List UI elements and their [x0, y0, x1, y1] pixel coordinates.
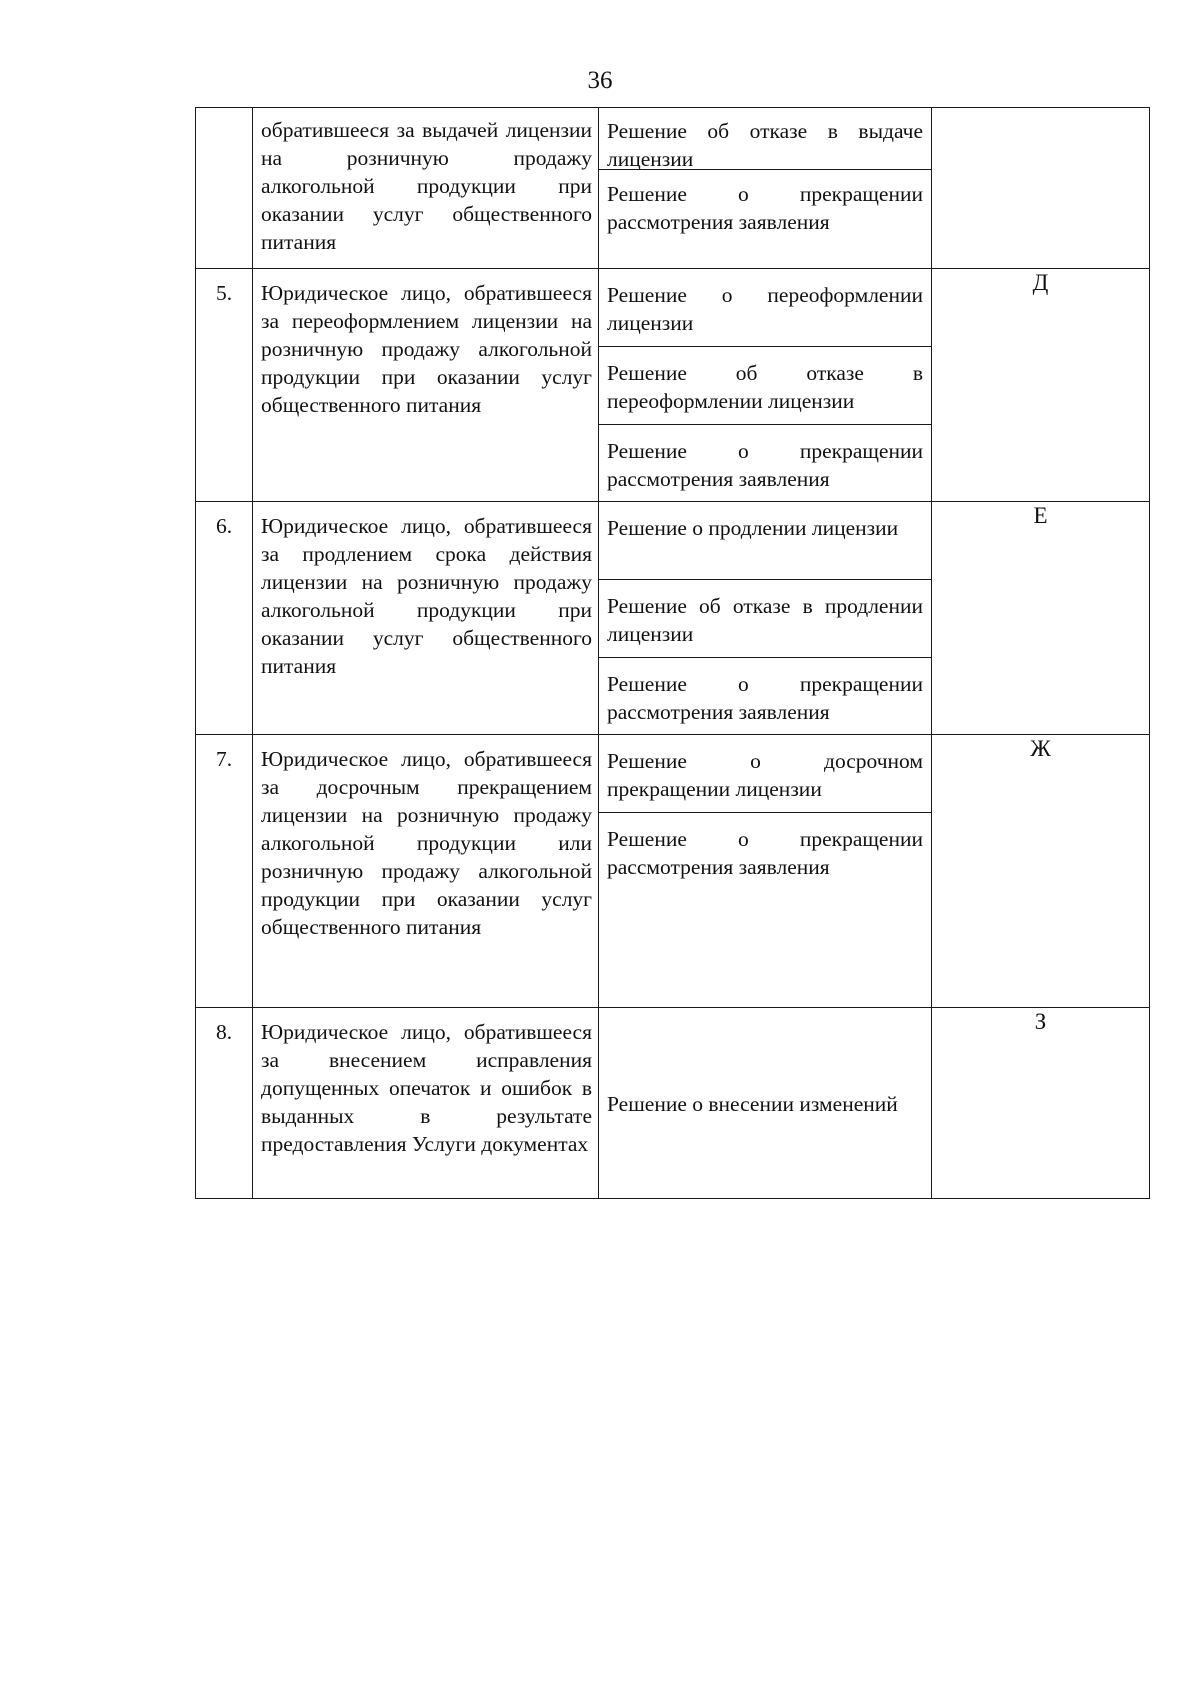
- result-item: Решение о продлении лицензии: [599, 502, 931, 580]
- code-cell: Д: [932, 269, 1150, 502]
- result-item: Решение о досрочном прекращении лицензии: [599, 735, 931, 813]
- result-item: Решение об отказе в переоформлении лицензии: [599, 347, 931, 425]
- table-row: [196, 269, 1150, 502]
- row-number: [196, 108, 253, 269]
- result-item: Решение об отказе в выдаче лицензии: [599, 108, 931, 170]
- applicant-cell: Юридическое лицо, обратившееся за досрочным прекращением лицензии на розничную продажу алкогольной продукции или розничную продажу алкогольной продукции при оказании услуг общественного питания: [253, 735, 599, 1008]
- result-item: Решение о переоформлении лицензии: [599, 269, 931, 347]
- applicant-cell: Юридическое лицо, обратившееся за продлением срока действия лицензии на розничную продажу алкогольной продукции при оказании услуг общественного питания: [253, 502, 599, 735]
- result-item: Решение о прекращении рассмотрения заявления: [607, 672, 923, 724]
- applicant-cell: Юридическое лицо, обратившееся за переоформлением лицензии на розничную продажу алкогольной продукции при оказании услуг общественного питания: [253, 269, 599, 502]
- row-number: 6.: [196, 502, 253, 735]
- table-row: [196, 735, 1150, 1008]
- page-number: 36: [587, 67, 613, 94]
- services-results-table: [195, 107, 1150, 1199]
- code-cell: Ж: [932, 735, 1150, 1008]
- table-row: [196, 108, 1150, 269]
- result-item: Решение о прекращении рассмотрения заявления: [607, 182, 923, 234]
- applicant-cell: обратившееся за выдачей лицензии на розничную продажу алкогольной продукции при оказании услуг общественного питания: [253, 108, 599, 269]
- row-number: 5.: [196, 269, 253, 502]
- results-cell: [599, 269, 932, 502]
- row-number: 7.: [196, 735, 253, 1008]
- row-number: 8.: [196, 1008, 253, 1199]
- results-cell: [599, 108, 932, 269]
- result-item: Решение о прекращении рассмотрения заявления: [607, 827, 923, 879]
- table-row: [196, 502, 1150, 735]
- result-item: Решение об отказе в продлении лицензии: [599, 580, 931, 658]
- result-item: Решение о внесении изменений: [607, 1092, 898, 1116]
- results-cell: [599, 502, 932, 735]
- code-cell: Е: [932, 502, 1150, 735]
- results-cell: [599, 1008, 932, 1199]
- code-cell: З: [932, 1008, 1150, 1199]
- table-row: [196, 1008, 1150, 1199]
- applicant-cell: Юридическое лицо, обратившееся за внесением исправления допущенных опечаток и ошибок в выданных в результате предоставления Услуги документах: [253, 1008, 599, 1199]
- results-cell: [599, 735, 932, 1008]
- code-cell: [932, 108, 1150, 269]
- result-item: Решение о прекращении рассмотрения заявления: [607, 439, 923, 491]
